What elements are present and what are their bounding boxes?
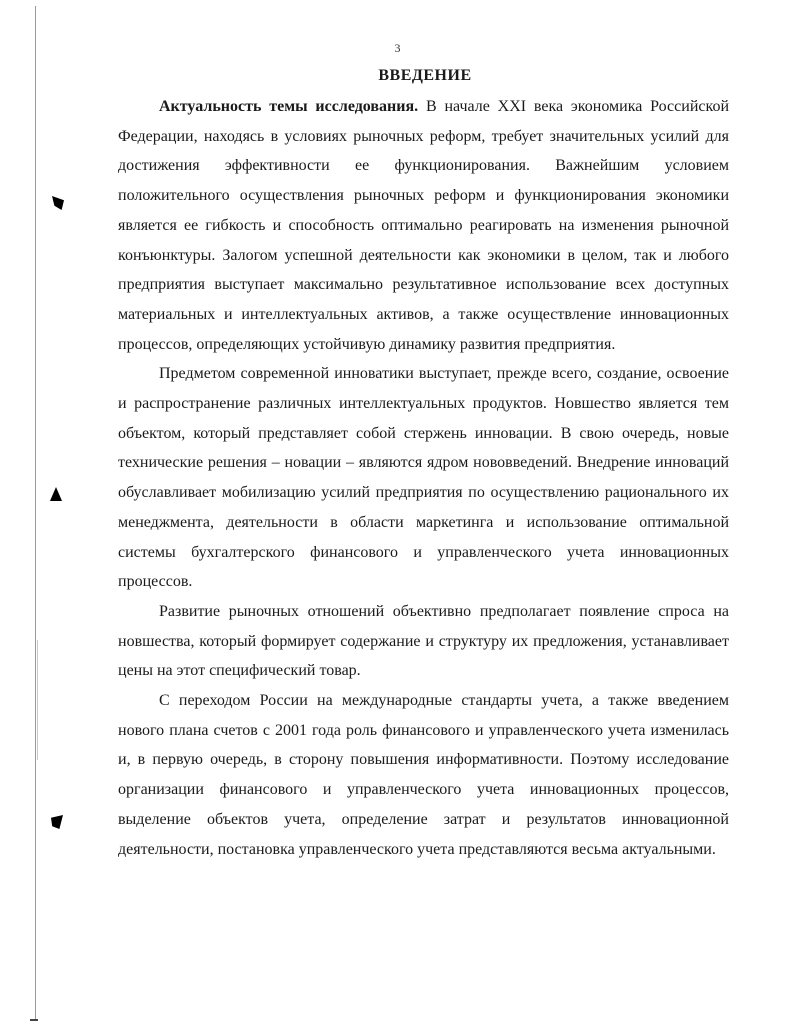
binding-line — [35, 6, 36, 1021]
scan-artifact-mark — [50, 487, 62, 501]
binding-line-faint — [37, 640, 38, 760]
page-number: 3 — [394, 41, 401, 55]
scan-artifact-mark — [51, 815, 63, 829]
paragraph: Развитие рыночных отношений объективно предполагает появление спроса на новшества, который формирует содержание и структуру их предложения, устанавливает цены на этот специфический товар. — [118, 602, 729, 680]
paragraph: С переходом России на международные стандарты учета, а также введением нового плана счетов с 2001 года роль финансового и управленческого учета изменилась и, в первую очередь, в сторону повышения информативности. Поэтому исследование организации финансового и управленческого учета инновационных процессов, выделение объектов учета, определение затрат и результатов инновационной деятельности, постановка управленческого учета представляются весьма актуальными. — [118, 692, 729, 858]
paragraph-lead: Актуальность темы исследования. — [159, 98, 419, 115]
paragraph-text: В начале XXI века экономика Российской Федерации, находясь в условиях рыночных реформ, требует значительных усилий для достижения эффективности ее функционирования. Важнейшим условием положительного осуществления рыночных реформ и функционирования экономики является ее гибкость и способность оптимально реагировать на изменения рыночной конъюнктуры. Залогом успешной деятельности как экономики в целом, так и любого предприятия выступает максимально результативное использование всех доступных материальных и интеллектуальных активов, а также осуществление инновационных процессов, определяющих устойчивую динамику развития предприятия. — [118, 98, 729, 353]
page-title: ВВЕДЕНИЕ — [378, 67, 472, 84]
document-body — [118, 92, 729, 864]
paragraph — [118, 92, 729, 359]
paragraph: Предметом современной инноватики выступает, прежде всего, создание, освоение и распространение различных интеллектуальных продуктов. Новшество является тем объектом, который представляет собой стержень инновации. В свою очередь, новые технические решения – новации – являются ядром нововведений. Внедрение инноваций обуславливает мобилизацию усилий предприятия по осуществлению рационального их менеджмента, деятельности в области маркетинга и использование оптимальной системы бухгалтерского финансового и управленческого учета инновационных процессов. — [118, 365, 729, 591]
scan-artifact-tick — [30, 1019, 38, 1021]
scan-artifact-mark — [52, 196, 64, 210]
